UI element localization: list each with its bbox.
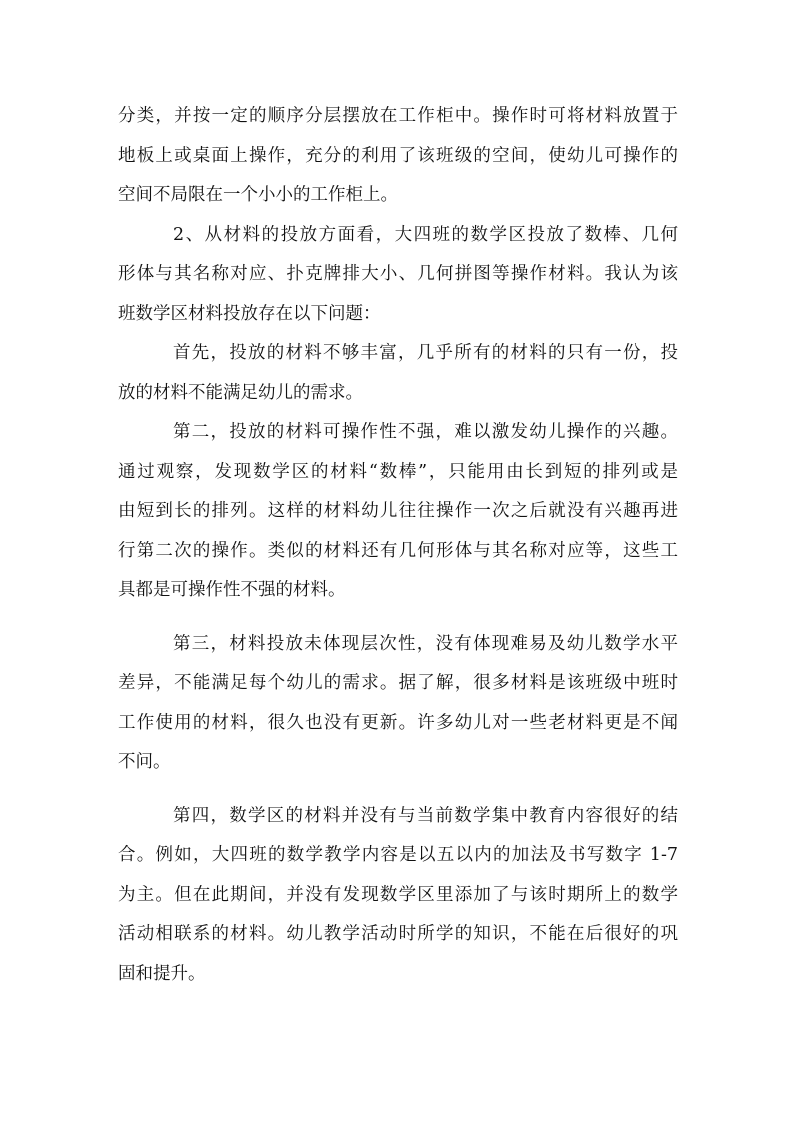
paragraph-line: 为主。但在此期间，并没有发现数学区里添加了与该时期所上的数学 <box>118 884 678 905</box>
paragraph-first-line: 首先，投放的材料不够丰富，几乎所有的材料的只有一份，投 <box>173 343 678 363</box>
document-body <box>118 97 678 994</box>
paragraph-first-line: 2、从材料的投放方面看，大四班的数学区投放了数棒、几何 <box>173 224 678 245</box>
paragraph-line: 活动相联系的材料。幼儿教学活动时所学的知识，不能在后很好的巩 <box>118 924 678 944</box>
paragraph-first-line: 第二，投放的材料可操作性不强，难以激发幼儿操作的兴趣。 <box>173 422 678 442</box>
paragraph-line: 合。例如，大四班的数学教学内容是以五以内的加法及书写数字 1-7 <box>118 845 678 865</box>
paragraph-first-line: 第四，数学区的材料并没有与当前数学集中教育内容很好的结 <box>173 805 678 826</box>
paragraph-gap <box>118 783 678 797</box>
paragraph-line: 行第二次的操作。类似的材料还有几何形体与其名称对应等，这些工 <box>118 540 678 561</box>
paragraph-line: 形体与其名称对应、扑克牌排大小、几何拼图等操作材料。我认为该 <box>118 264 678 284</box>
paragraph-line: 由短到长的排列。这样的材料幼儿往往操作一次之后就没有兴趣再进 <box>118 501 678 521</box>
paragraph-line: 工作使用的材料，很久也没有更新。许多幼儿对一些老材料更是不闻 <box>118 712 678 733</box>
paragraph-line: 不问。 <box>118 752 171 772</box>
paragraph-gap <box>118 611 678 625</box>
paragraph-line: 固和提升。 <box>118 963 206 984</box>
paragraph-line: 空间不局限在一个小小的工作柜上。 <box>118 185 398 205</box>
paragraph-line: 班数学区材料投放存在以下问题： <box>118 303 381 324</box>
paragraph-line: 差异，不能满足每个幼儿的需求。据了解，很多材料是该班级中班时 <box>118 673 678 693</box>
paragraph-line: 分类，并按一定的顺序分层摆放在工作柜中。操作时可将材料放置于 <box>118 106 678 126</box>
paragraph-line: 具都是可操作性不强的材料。 <box>118 580 346 600</box>
paragraph-line: 通过观察，发现数学区的材料“数棒”，只能用由长到短的排列或是 <box>118 461 678 482</box>
paragraph-line: 地板上或桌面上操作，充分的利用了该班级的空间，使幼儿可操作的 <box>118 145 678 166</box>
paragraph-line: 放的材料不能满足幼儿的需求。 <box>118 382 363 403</box>
paragraph-first-line: 第三，材料投放未体现层次性，没有体现难易及幼儿数学水平 <box>173 633 678 654</box>
